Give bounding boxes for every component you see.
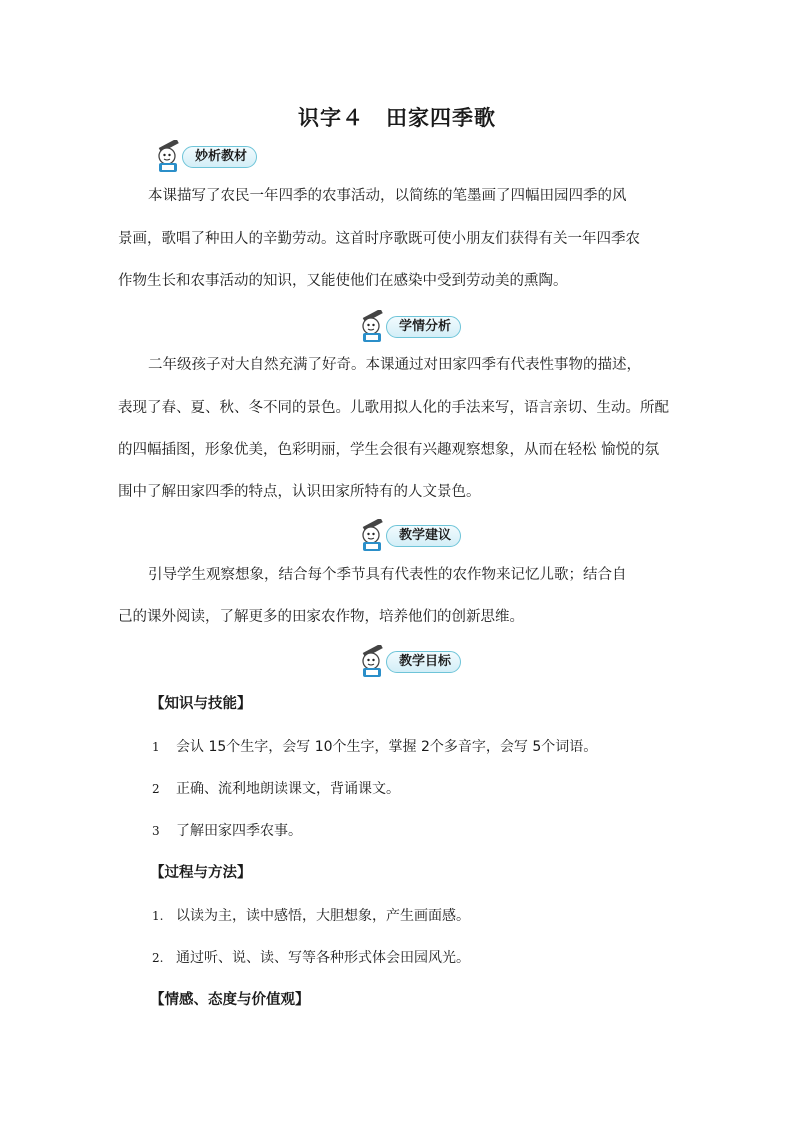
paragraph-line: 表现了春、夏、秋、冬不同的景色。儿歌用拟人化的手法来写，语言亲切、生动。所配 (118, 400, 669, 416)
heading-label: 学情分析 (386, 316, 461, 338)
subheading-knowledge: 【知识与技能】 (150, 696, 252, 712)
paragraph-line: 二年级孩子对大自然充满了好奇。本课通过对田家四季有代表性事物的描述， (148, 357, 641, 373)
section-heading-analysis (356, 312, 461, 342)
list-item: 1. 以读为主，读中感悟，大胆想象，产生画面感。 (152, 908, 470, 924)
mascot-icon (356, 645, 390, 679)
heading-label: 教学目标 (386, 651, 461, 673)
paragraph-line: 己的课外阅读，了解更多的田家农作物，培养他们的创新思维。 (118, 609, 524, 625)
heading-label: 教学建议 (386, 525, 461, 547)
section-heading-suggestions (356, 521, 461, 551)
paragraph-line: 本课描写了农民一年四季的农事活动，以简练的笔墨画了四幅田园四季的风 (148, 188, 627, 204)
list-item: 1 会认 15个生字，会写 10个生字，掌握 2个多音字，会写 5个词语。 (152, 739, 598, 755)
mascot-icon (152, 140, 186, 174)
paragraph-line: 围中了解田家四季的特点，认识田家所特有的人文景色。 (118, 484, 481, 500)
list-item: 2 正确、流利地朗读课文，背诵课文。 (152, 781, 400, 797)
section-heading-objectives (356, 647, 461, 677)
paragraph-line: 景画，歌唱了种田人的辛勤劳动。这首时序歌既可使小朋友们获得有关一年四季农 (118, 231, 640, 247)
mascot-icon (356, 310, 390, 344)
paragraph-line: 引导学生观察想象，结合每个季节具有代表性的农作物来记忆儿歌；结合自 (148, 567, 627, 583)
list-item: 2. 通过听、说、读、写等各种形式体会田园风光。 (152, 950, 470, 966)
paragraph-line: 作物生长和农事活动的知识，又能使他们在感染中受到劳动美的熏陶。 (118, 273, 568, 289)
section-heading-textbook (152, 142, 257, 172)
page-title: 识字４ 田家四季歌 (298, 106, 496, 130)
paragraph-line: 的四幅插图，形象优美，色彩明丽，学生会很有兴趣观察想象，从而在轻松 愉悦的氛 (118, 442, 660, 458)
list-item: 3 了解田家四季农事。 (152, 823, 302, 839)
mascot-icon (356, 519, 390, 553)
subheading-emotion: 【情感、态度与价值观】 (150, 992, 310, 1008)
heading-label: 妙析教材 (182, 146, 257, 168)
subheading-process: 【过程与方法】 (150, 865, 252, 881)
